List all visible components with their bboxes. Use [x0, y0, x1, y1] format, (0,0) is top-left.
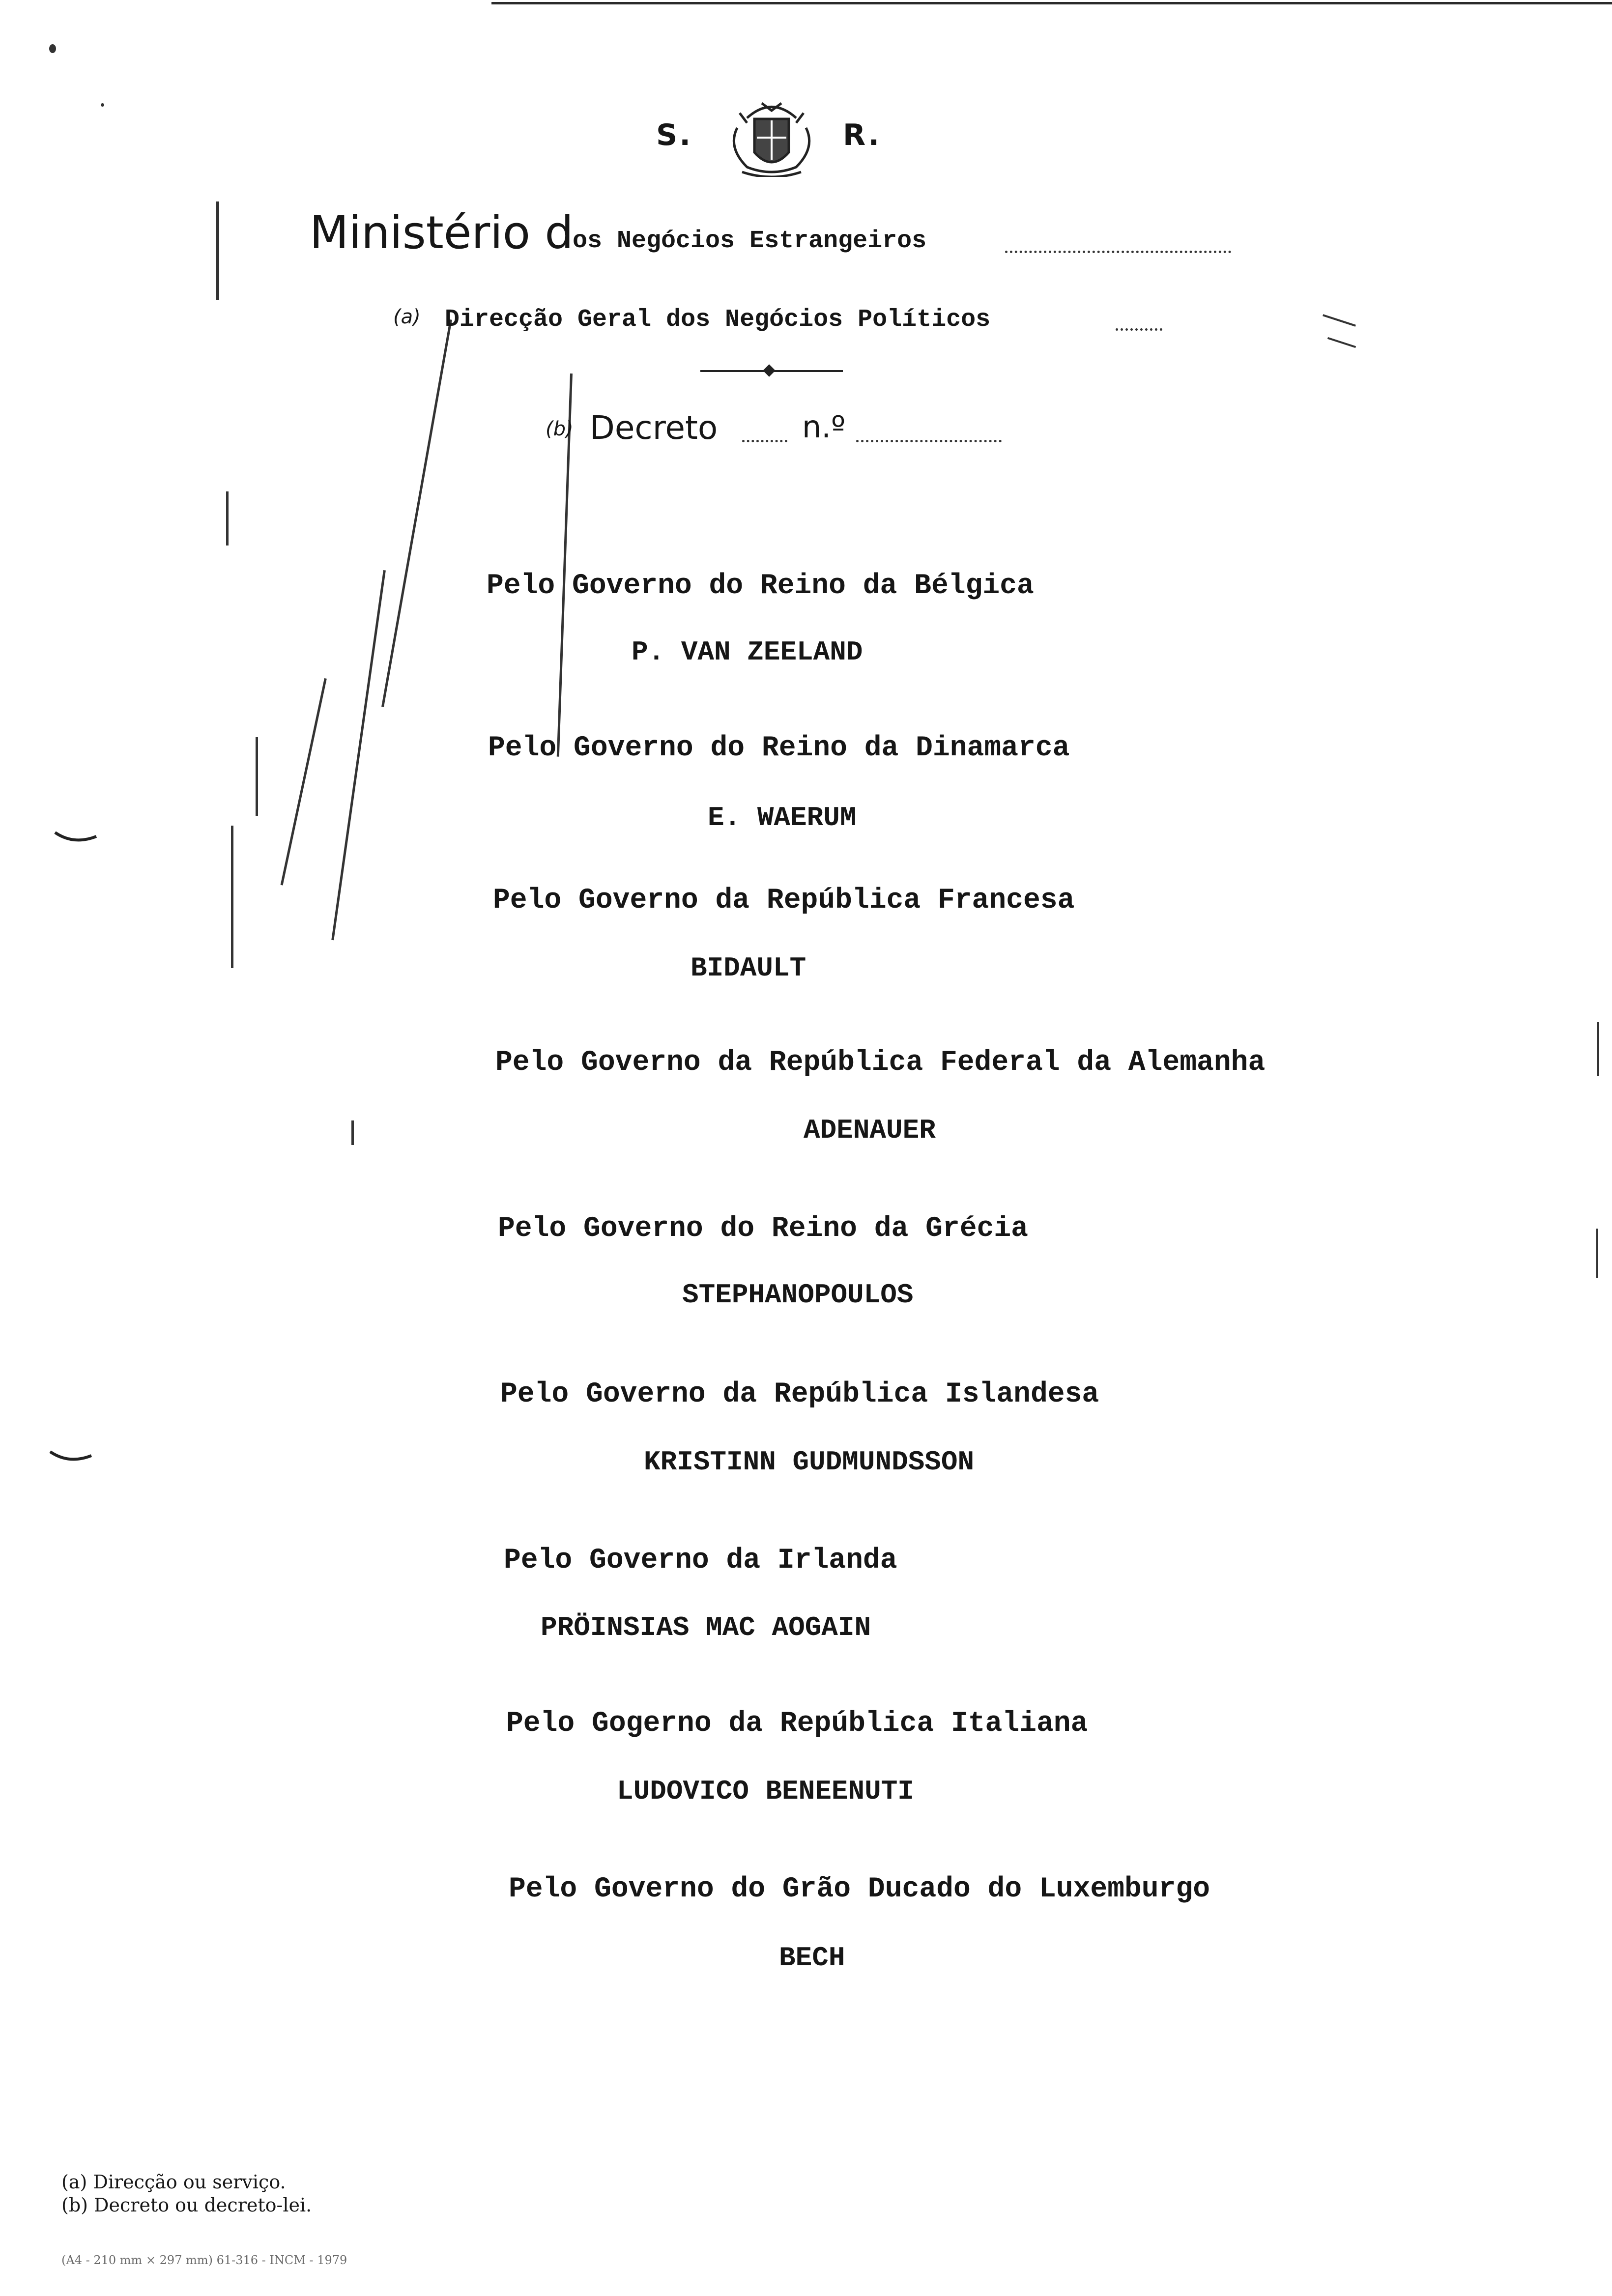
margin-stroke	[216, 201, 219, 300]
scan-dash	[1323, 314, 1356, 326]
decree-number-label: n.º	[802, 409, 846, 445]
signatory-government: Pelo Governo da República Francesa	[493, 885, 1075, 917]
directorate-fill-line	[1116, 328, 1162, 331]
scan-speck	[101, 103, 104, 107]
footnote-a: (a) Direcção ou serviço.	[61, 2171, 286, 2193]
directorate-name: Direcção Geral dos Negócios Políticos	[445, 306, 991, 334]
margin-stroke	[351, 1120, 354, 1145]
signatory-name: ADENAUER	[804, 1115, 936, 1146]
signatory-government: Pelo Governo da República Islandesa	[500, 1378, 1099, 1410]
margin-stroke	[1597, 1022, 1599, 1076]
hole-punch-mark	[54, 831, 98, 850]
signatory-government: Pelo Governo do Reino da Bélgica	[487, 570, 1034, 602]
separator-diamond-icon	[763, 364, 775, 376]
footnote-mark-a: (a)	[393, 306, 421, 328]
decree-number-fill-line	[856, 440, 1002, 442]
signatory-name: E. WAERUM	[708, 802, 857, 833]
signatory-name: STEPHANOPOULOS	[682, 1279, 914, 1311]
decree-fill-line	[742, 440, 787, 442]
signatory-government: Pelo Governo do Reino da Dinamarca	[488, 732, 1070, 764]
scan-speck	[49, 44, 56, 53]
signatory-name: P. VAN ZEELAND	[632, 636, 863, 668]
margin-stroke	[231, 826, 233, 968]
top-rule	[491, 2, 1612, 4]
signatory-government: Pelo Governo do Grão Ducado do Luxemburgo	[509, 1873, 1210, 1905]
signatory-name: BECH	[779, 1942, 845, 1974]
signatory-government: Pelo Governo da República Federal da Alemanha	[495, 1047, 1266, 1079]
hole-punch-mark	[49, 1450, 93, 1469]
ministry-fill-line	[1005, 251, 1231, 253]
signatory-government: Pelo Governo do Reino da Grécia	[498, 1213, 1028, 1245]
header-left-letter: S.	[656, 118, 693, 152]
ministry-label: Ministério d	[310, 206, 574, 259]
scan-dash	[1327, 337, 1356, 348]
margin-stroke	[1596, 1229, 1598, 1278]
margin-stroke	[256, 737, 258, 816]
pen-stroke	[331, 570, 386, 940]
decree-label: Decreto	[590, 409, 718, 447]
signatory-government: Pelo Gogerno da República Italiana	[506, 1708, 1088, 1740]
header-right-letter: R.	[843, 118, 882, 152]
signatory-government: Pelo Governo da Irlanda	[504, 1545, 897, 1577]
form-code: (A4 - 210 mm × 297 mm) 61-316 - INCM - 1979	[61, 2253, 347, 2267]
coat-of-arms-icon	[727, 98, 816, 177]
signatory-name: LUDOVICO BENEENUTI	[617, 1776, 914, 1807]
pen-stroke	[281, 678, 327, 886]
signatory-name: BIDAULT	[691, 952, 806, 984]
margin-stroke	[226, 491, 229, 545]
signatory-name: KRISTINN GUDMUNDSSON	[644, 1446, 975, 1478]
footnote-mark-b: (b)	[546, 418, 574, 440]
signatory-name: PRÖINSIAS MAC AOGAIN	[541, 1612, 871, 1643]
pen-stroke	[381, 319, 452, 707]
ministry-name: os Negócios Estrangeiros	[573, 227, 927, 255]
footnote-b: (b) Decreto ou decreto-lei.	[61, 2194, 312, 2216]
